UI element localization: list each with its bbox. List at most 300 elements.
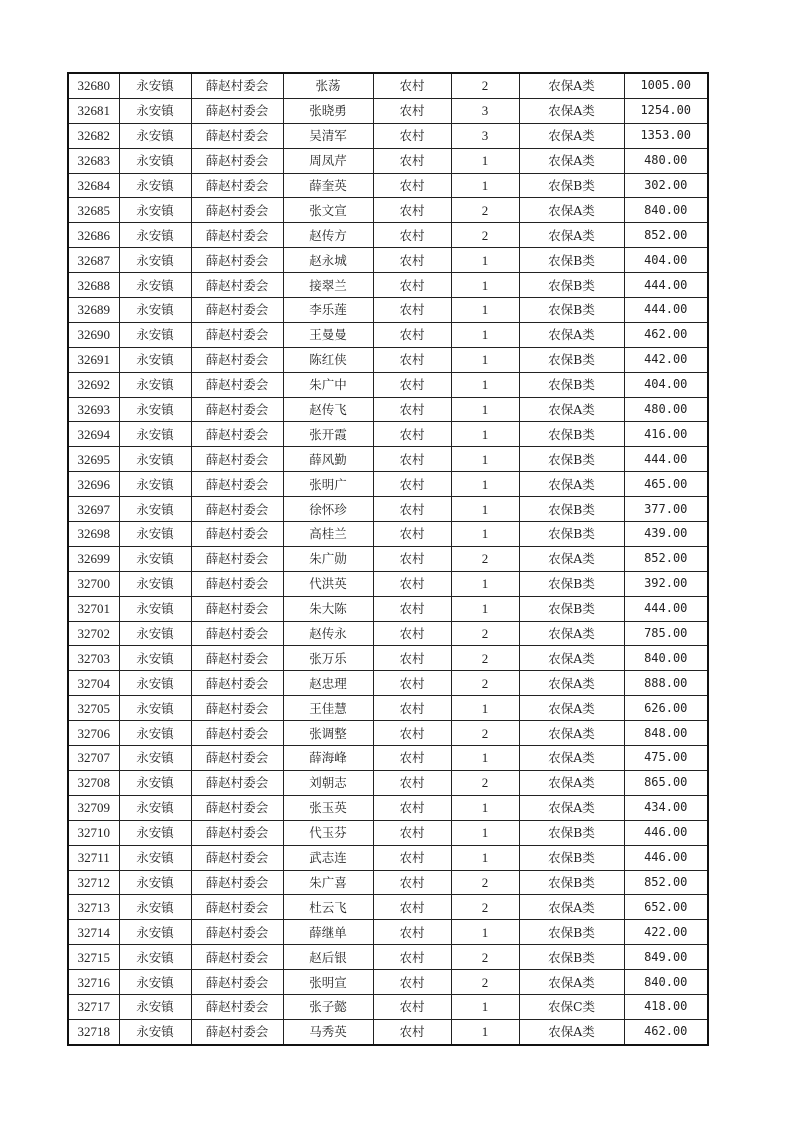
amount-cell: 849.00: [624, 945, 708, 970]
town-cell: 永安镇: [119, 795, 191, 820]
record-id-cell: 32717: [68, 994, 119, 1019]
table-row: [68, 73, 708, 98]
table-row: [68, 1019, 708, 1044]
member-count-cell: 1: [451, 148, 519, 173]
town-cell: 永安镇: [119, 621, 191, 646]
table-row: [68, 248, 708, 273]
insurance-category-cell: 农保A类: [519, 721, 624, 746]
village-committee-cell: 薛赵村委会: [191, 372, 283, 397]
member-count-cell: 1: [451, 397, 519, 422]
town-cell: 永安镇: [119, 721, 191, 746]
village-committee-cell: 薛赵村委会: [191, 696, 283, 721]
insurance-category-cell: 农保B类: [519, 447, 624, 472]
town-cell: 永安镇: [119, 322, 191, 347]
amount-cell: 465.00: [624, 472, 708, 497]
record-id-cell: 32696: [68, 472, 119, 497]
record-id-cell: 32697: [68, 497, 119, 522]
village-committee-cell: 薛赵村委会: [191, 671, 283, 696]
name-cell: 武志连: [283, 845, 373, 870]
town-cell: 永安镇: [119, 945, 191, 970]
insurance-category-cell: 农保A类: [519, 322, 624, 347]
member-count-cell: 3: [451, 98, 519, 123]
table-row: [68, 546, 708, 571]
record-id-cell: 32703: [68, 646, 119, 671]
town-cell: 永安镇: [119, 173, 191, 198]
record-id-cell: 32706: [68, 721, 119, 746]
village-committee-cell: 薛赵村委会: [191, 273, 283, 298]
name-cell: 赵后银: [283, 945, 373, 970]
record-id-cell: 32691: [68, 347, 119, 372]
name-cell: 朱广中: [283, 372, 373, 397]
household-type-cell: 农村: [373, 770, 451, 795]
town-cell: 永安镇: [119, 746, 191, 771]
household-type-cell: 农村: [373, 646, 451, 671]
town-cell: 永安镇: [119, 148, 191, 173]
town-cell: 永安镇: [119, 223, 191, 248]
insurance-category-cell: 农保B类: [519, 422, 624, 447]
insurance-category-cell: 农保B类: [519, 820, 624, 845]
table-row: [68, 347, 708, 372]
insurance-category-cell: 农保B类: [519, 347, 624, 372]
record-id-cell: 32708: [68, 770, 119, 795]
table-row: [68, 422, 708, 447]
town-cell: 永安镇: [119, 571, 191, 596]
amount-cell: 444.00: [624, 447, 708, 472]
name-cell: 张文宣: [283, 198, 373, 223]
insurance-category-cell: 农保A类: [519, 148, 624, 173]
village-committee-cell: 薛赵村委会: [191, 447, 283, 472]
household-type-cell: 农村: [373, 123, 451, 148]
name-cell: 张明广: [283, 472, 373, 497]
town-cell: 永安镇: [119, 770, 191, 795]
member-count-cell: 2: [451, 621, 519, 646]
village-committee-cell: 薛赵村委会: [191, 148, 283, 173]
amount-cell: 392.00: [624, 571, 708, 596]
member-count-cell: 2: [451, 945, 519, 970]
village-committee-cell: 薛赵村委会: [191, 994, 283, 1019]
town-cell: 永安镇: [119, 696, 191, 721]
amount-cell: 652.00: [624, 895, 708, 920]
table-row: [68, 795, 708, 820]
table-row: [68, 298, 708, 323]
village-committee-cell: 薛赵村委会: [191, 497, 283, 522]
name-cell: 陈红侠: [283, 347, 373, 372]
table-row: [68, 198, 708, 223]
town-cell: 永安镇: [119, 1019, 191, 1044]
amount-cell: 1005.00: [624, 73, 708, 98]
name-cell: 薛风勤: [283, 447, 373, 472]
table-row: [68, 721, 708, 746]
name-cell: 代洪英: [283, 571, 373, 596]
table-row: [68, 596, 708, 621]
household-type-cell: 农村: [373, 522, 451, 547]
amount-cell: 434.00: [624, 795, 708, 820]
town-cell: 永安镇: [119, 646, 191, 671]
member-count-cell: 2: [451, 73, 519, 98]
insurance-category-cell: 农保B类: [519, 497, 624, 522]
household-type-cell: 农村: [373, 298, 451, 323]
table-row: [68, 746, 708, 771]
name-cell: 张子懿: [283, 994, 373, 1019]
insurance-category-cell: 农保A类: [519, 895, 624, 920]
household-type-cell: 农村: [373, 397, 451, 422]
insurance-category-cell: 农保B类: [519, 248, 624, 273]
household-type-cell: 农村: [373, 546, 451, 571]
member-count-cell: 2: [451, 223, 519, 248]
member-count-cell: 1: [451, 173, 519, 198]
amount-cell: 840.00: [624, 646, 708, 671]
village-committee-cell: 薛赵村委会: [191, 770, 283, 795]
amount-cell: 852.00: [624, 546, 708, 571]
village-committee-cell: 薛赵村委会: [191, 472, 283, 497]
insurance-category-cell: 农保B类: [519, 920, 624, 945]
town-cell: 永安镇: [119, 845, 191, 870]
member-count-cell: 2: [451, 970, 519, 995]
name-cell: 朱广勋: [283, 546, 373, 571]
record-id-cell: 32684: [68, 173, 119, 198]
name-cell: 赵忠理: [283, 671, 373, 696]
insurance-category-cell: 农保A类: [519, 746, 624, 771]
household-type-cell: 农村: [373, 273, 451, 298]
village-committee-cell: 薛赵村委会: [191, 621, 283, 646]
household-type-cell: 农村: [373, 422, 451, 447]
amount-cell: 418.00: [624, 994, 708, 1019]
town-cell: 永安镇: [119, 98, 191, 123]
name-cell: 接翠兰: [283, 273, 373, 298]
name-cell: 赵传飞: [283, 397, 373, 422]
town-cell: 永安镇: [119, 73, 191, 98]
village-committee-cell: 薛赵村委会: [191, 347, 283, 372]
town-cell: 永安镇: [119, 970, 191, 995]
household-type-cell: 农村: [373, 621, 451, 646]
village-committee-cell: 薛赵村委会: [191, 298, 283, 323]
name-cell: 代玉芬: [283, 820, 373, 845]
town-cell: 永安镇: [119, 820, 191, 845]
household-type-cell: 农村: [373, 820, 451, 845]
amount-cell: 475.00: [624, 746, 708, 771]
household-type-cell: 农村: [373, 198, 451, 223]
member-count-cell: 2: [451, 721, 519, 746]
insurance-category-cell: 农保B类: [519, 273, 624, 298]
table-row: [68, 696, 708, 721]
table-row: [68, 173, 708, 198]
village-committee-cell: 薛赵村委会: [191, 795, 283, 820]
member-count-cell: 2: [451, 198, 519, 223]
member-count-cell: 1: [451, 746, 519, 771]
name-cell: 张开霞: [283, 422, 373, 447]
name-cell: 薛海峰: [283, 746, 373, 771]
table-body: [68, 73, 708, 1045]
table-row: [68, 273, 708, 298]
insurance-category-cell: 农保A类: [519, 621, 624, 646]
town-cell: 永安镇: [119, 994, 191, 1019]
amount-cell: 416.00: [624, 422, 708, 447]
town-cell: 永安镇: [119, 198, 191, 223]
village-committee-cell: 薛赵村委会: [191, 920, 283, 945]
village-committee-cell: 薛赵村委会: [191, 870, 283, 895]
record-id-cell: 32712: [68, 870, 119, 895]
record-id-cell: 32681: [68, 98, 119, 123]
village-committee-cell: 薛赵村委会: [191, 173, 283, 198]
member-count-cell: 1: [451, 845, 519, 870]
table-row: [68, 621, 708, 646]
table-row: [68, 770, 708, 795]
amount-cell: 404.00: [624, 248, 708, 273]
member-count-cell: 1: [451, 472, 519, 497]
name-cell: 徐怀珍: [283, 497, 373, 522]
household-type-cell: 农村: [373, 1019, 451, 1044]
name-cell: 朱广喜: [283, 870, 373, 895]
table-row: [68, 994, 708, 1019]
household-type-cell: 农村: [373, 845, 451, 870]
record-id-cell: 32692: [68, 372, 119, 397]
table-row: [68, 646, 708, 671]
insurance-category-cell: 农保C类: [519, 994, 624, 1019]
town-cell: 永安镇: [119, 298, 191, 323]
record-id-cell: 32693: [68, 397, 119, 422]
amount-cell: 852.00: [624, 870, 708, 895]
record-id-cell: 32711: [68, 845, 119, 870]
name-cell: 刘朝志: [283, 770, 373, 795]
village-committee-cell: 薛赵村委会: [191, 746, 283, 771]
table-row: [68, 845, 708, 870]
household-type-cell: 农村: [373, 895, 451, 920]
village-committee-cell: 薛赵村委会: [191, 845, 283, 870]
name-cell: 王曼曼: [283, 322, 373, 347]
amount-cell: 422.00: [624, 920, 708, 945]
village-committee-cell: 薛赵村委会: [191, 522, 283, 547]
amount-cell: 840.00: [624, 970, 708, 995]
member-count-cell: 1: [451, 273, 519, 298]
insurance-category-cell: 农保B类: [519, 596, 624, 621]
table-row: [68, 372, 708, 397]
town-cell: 永安镇: [119, 123, 191, 148]
town-cell: 永安镇: [119, 870, 191, 895]
village-committee-cell: 薛赵村委会: [191, 546, 283, 571]
name-cell: 王佳慧: [283, 696, 373, 721]
record-id-cell: 32682: [68, 123, 119, 148]
amount-cell: 626.00: [624, 696, 708, 721]
name-cell: 张晓勇: [283, 98, 373, 123]
member-count-cell: 1: [451, 596, 519, 621]
insurance-category-cell: 农保B类: [519, 945, 624, 970]
village-committee-cell: 薛赵村委会: [191, 945, 283, 970]
town-cell: 永安镇: [119, 920, 191, 945]
name-cell: 薛继单: [283, 920, 373, 945]
town-cell: 永安镇: [119, 472, 191, 497]
amount-cell: 888.00: [624, 671, 708, 696]
insurance-category-cell: 农保B类: [519, 870, 624, 895]
insurance-category-cell: 农保A类: [519, 646, 624, 671]
record-id-cell: 32680: [68, 73, 119, 98]
name-cell: 朱大陈: [283, 596, 373, 621]
member-count-cell: 1: [451, 447, 519, 472]
town-cell: 永安镇: [119, 397, 191, 422]
member-count-cell: 1: [451, 422, 519, 447]
insurance-category-cell: 农保A类: [519, 1019, 624, 1044]
name-cell: 张玉英: [283, 795, 373, 820]
name-cell: 李乐莲: [283, 298, 373, 323]
record-id-cell: 32694: [68, 422, 119, 447]
town-cell: 永安镇: [119, 347, 191, 372]
member-count-cell: 1: [451, 1019, 519, 1044]
village-committee-cell: 薛赵村委会: [191, 73, 283, 98]
amount-cell: 848.00: [624, 721, 708, 746]
amount-cell: 480.00: [624, 148, 708, 173]
record-id-cell: 32715: [68, 945, 119, 970]
village-committee-cell: 薛赵村委会: [191, 397, 283, 422]
member-count-cell: 1: [451, 696, 519, 721]
household-type-cell: 农村: [373, 223, 451, 248]
table-row: [68, 123, 708, 148]
household-type-cell: 农村: [373, 671, 451, 696]
member-count-cell: 1: [451, 248, 519, 273]
record-id-cell: 32695: [68, 447, 119, 472]
amount-cell: 785.00: [624, 621, 708, 646]
member-count-cell: 2: [451, 870, 519, 895]
table-row: [68, 98, 708, 123]
record-id-cell: 32698: [68, 522, 119, 547]
record-id-cell: 32713: [68, 895, 119, 920]
amount-cell: 442.00: [624, 347, 708, 372]
record-id-cell: 32704: [68, 671, 119, 696]
table-row: [68, 820, 708, 845]
table-row: [68, 497, 708, 522]
household-type-cell: 农村: [373, 945, 451, 970]
village-committee-cell: 薛赵村委会: [191, 646, 283, 671]
village-committee-cell: 薛赵村委会: [191, 596, 283, 621]
household-type-cell: 农村: [373, 248, 451, 273]
insurance-category-cell: 农保A类: [519, 770, 624, 795]
village-committee-cell: 薛赵村委会: [191, 422, 283, 447]
member-count-cell: 1: [451, 347, 519, 372]
village-committee-cell: 薛赵村委会: [191, 248, 283, 273]
household-type-cell: 农村: [373, 746, 451, 771]
amount-cell: 444.00: [624, 298, 708, 323]
member-count-cell: 2: [451, 895, 519, 920]
amount-cell: 302.00: [624, 173, 708, 198]
member-count-cell: 1: [451, 298, 519, 323]
name-cell: 张调整: [283, 721, 373, 746]
insurance-category-cell: 农保A类: [519, 546, 624, 571]
insurance-category-cell: 农保A类: [519, 223, 624, 248]
amount-cell: 852.00: [624, 223, 708, 248]
name-cell: 周凤芹: [283, 148, 373, 173]
record-id-cell: 32707: [68, 746, 119, 771]
household-type-cell: 农村: [373, 447, 451, 472]
village-committee-cell: 薛赵村委会: [191, 223, 283, 248]
table-row: [68, 148, 708, 173]
town-cell: 永安镇: [119, 273, 191, 298]
table-row: [68, 571, 708, 596]
village-committee-cell: 薛赵村委会: [191, 198, 283, 223]
amount-cell: 1254.00: [624, 98, 708, 123]
record-id-cell: 32702: [68, 621, 119, 646]
household-type-cell: 农村: [373, 721, 451, 746]
record-id-cell: 32687: [68, 248, 119, 273]
household-type-cell: 农村: [373, 571, 451, 596]
table-row: [68, 870, 708, 895]
village-committee-cell: 薛赵村委会: [191, 123, 283, 148]
town-cell: 永安镇: [119, 671, 191, 696]
name-cell: 高桂兰: [283, 522, 373, 547]
record-id-cell: 32714: [68, 920, 119, 945]
amount-cell: 444.00: [624, 273, 708, 298]
name-cell: 杜云飞: [283, 895, 373, 920]
member-count-cell: 1: [451, 795, 519, 820]
amount-cell: 480.00: [624, 397, 708, 422]
household-type-cell: 农村: [373, 148, 451, 173]
amount-cell: 439.00: [624, 522, 708, 547]
record-id-cell: 32710: [68, 820, 119, 845]
household-type-cell: 农村: [373, 497, 451, 522]
table-row: [68, 472, 708, 497]
amount-cell: 444.00: [624, 596, 708, 621]
record-id-cell: 32709: [68, 795, 119, 820]
name-cell: 张明宣: [283, 970, 373, 995]
member-count-cell: 1: [451, 920, 519, 945]
record-id-cell: 32701: [68, 596, 119, 621]
amount-cell: 840.00: [624, 198, 708, 223]
household-type-cell: 农村: [373, 795, 451, 820]
town-cell: 永安镇: [119, 596, 191, 621]
record-id-cell: 32690: [68, 322, 119, 347]
name-cell: 张荡: [283, 73, 373, 98]
town-cell: 永安镇: [119, 447, 191, 472]
insurance-category-cell: 农保A类: [519, 98, 624, 123]
table-row: [68, 945, 708, 970]
member-count-cell: 2: [451, 770, 519, 795]
table-row: [68, 970, 708, 995]
household-type-cell: 农村: [373, 696, 451, 721]
record-id-cell: 32705: [68, 696, 119, 721]
table-row: [68, 322, 708, 347]
table-row: [68, 895, 708, 920]
insurance-category-cell: 农保A类: [519, 795, 624, 820]
household-type-cell: 农村: [373, 322, 451, 347]
amount-cell: 446.00: [624, 820, 708, 845]
household-type-cell: 农村: [373, 920, 451, 945]
record-id-cell: 32685: [68, 198, 119, 223]
insurance-category-cell: 农保A类: [519, 472, 624, 497]
member-count-cell: 1: [451, 994, 519, 1019]
town-cell: 永安镇: [119, 522, 191, 547]
table-row: [68, 447, 708, 472]
amount-cell: 1353.00: [624, 123, 708, 148]
member-count-cell: 1: [451, 522, 519, 547]
table-row: [68, 522, 708, 547]
insurance-category-cell: 农保B类: [519, 571, 624, 596]
name-cell: 赵传方: [283, 223, 373, 248]
household-type-cell: 农村: [373, 347, 451, 372]
member-count-cell: 1: [451, 571, 519, 596]
table-row: [68, 920, 708, 945]
insurance-category-cell: 农保A类: [519, 123, 624, 148]
household-type-cell: 农村: [373, 372, 451, 397]
insurance-category-cell: 农保A类: [519, 397, 624, 422]
insurance-category-cell: 农保B类: [519, 522, 624, 547]
insurance-category-cell: 农保A类: [519, 970, 624, 995]
record-id-cell: 32683: [68, 148, 119, 173]
name-cell: 张万乐: [283, 646, 373, 671]
insurance-category-cell: 农保B类: [519, 298, 624, 323]
record-id-cell: 32699: [68, 546, 119, 571]
member-count-cell: 1: [451, 322, 519, 347]
amount-cell: 865.00: [624, 770, 708, 795]
member-count-cell: 2: [451, 646, 519, 671]
town-cell: 永安镇: [119, 546, 191, 571]
household-type-cell: 农村: [373, 994, 451, 1019]
